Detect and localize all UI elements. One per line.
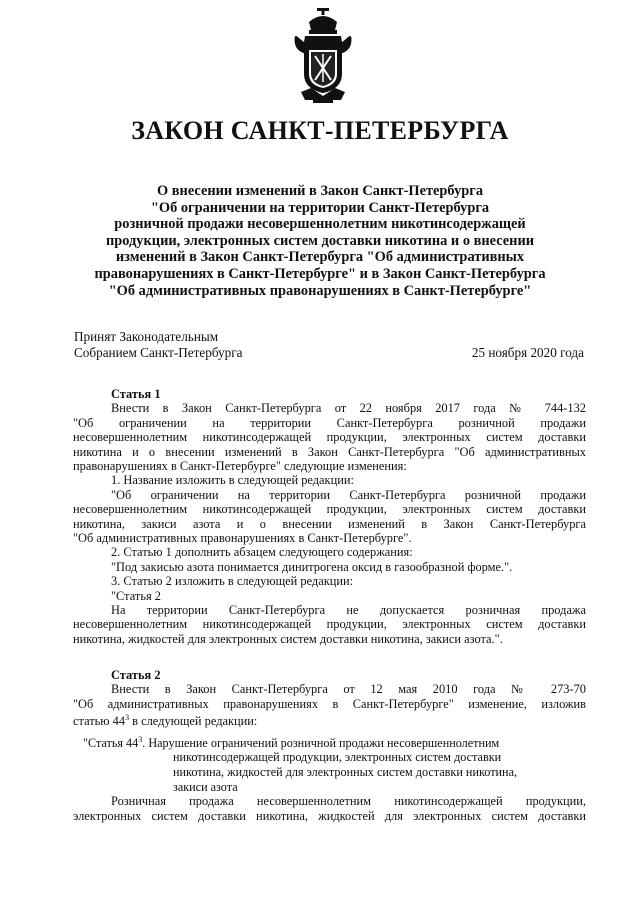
article-heading: Статья 1 xyxy=(111,387,161,401)
subtitle-line: розничной продажи несовершеннолетним никотинсодержащей xyxy=(114,216,526,233)
quote-first-line: "Статья $44^3$. Нарушение ограничений розничной продажи несовершеннолетним xyxy=(83,734,500,750)
article-heading: Статья 2 xyxy=(111,668,161,682)
text-line: На территории Санкт-Петербурга не допускается розничная продажа xyxy=(111,602,586,617)
superscript: 3 xyxy=(125,713,130,723)
document-subtitle xyxy=(80,183,560,299)
article-1 xyxy=(73,387,586,646)
adoption-date: 25 ноября 2020 года xyxy=(471,345,584,360)
text-line: никотина и о внесении изменений в Закон Санкт-Петербурга "Об административных xyxy=(73,444,586,459)
text-line: Внести в Закон Санкт-Петербурга от 22 ноября 2017 года № 744-132 xyxy=(111,401,586,416)
text-line: Розничная продажа несовершеннолетним никотинсодержащей продукции, xyxy=(111,794,586,809)
text-line: "Об ограничении на территории Санкт-Петербурга розничной продажи xyxy=(111,487,586,502)
text-line: "Под закисью азота понимается динитрогена оксид в газообразной форме.". xyxy=(111,559,513,574)
text-line: 1. Название изложить в следующей редакции: xyxy=(111,473,354,488)
text-line: никотина, жидкостей для электронных систем доставки никотина, закиси азота.". xyxy=(73,631,503,646)
adoption-line: Собранием Санкт-Петербурга xyxy=(74,345,243,360)
subtitle-line: продукции, электронных систем доставки никотина и о внесении xyxy=(105,232,535,249)
text-line: несовершеннолетним никотинсодержащей продукции, электронных систем доставки xyxy=(73,430,586,445)
subtitle-line: О внесении изменений в Закон Санкт-Петербурга xyxy=(156,183,484,199)
text-line: статью $44^3$ в следующей редакции: xyxy=(73,713,258,729)
text-line: правонарушениях в Санкт-Петербурге" следующие изменения: xyxy=(73,458,407,473)
article-2 xyxy=(73,668,586,823)
adoption-line: Принят Законодательным xyxy=(74,329,219,344)
text-line: "Об административных правонарушениях в Санкт-Петербурге" изменение, изложив xyxy=(73,696,586,711)
text-line: несовершеннолетним никотинсодержащей продукции, электронных систем доставки xyxy=(73,502,586,517)
quote-line: никотина, жидкостей для электронных систем доставки никотина, xyxy=(173,764,518,779)
subtitle-line: изменений в Закон Санкт-Петербурга "Об административных xyxy=(115,249,525,266)
document-title: ЗАКОН САНКТ-ПЕТЕРБУРГА xyxy=(131,116,509,145)
text-line: несовершеннолетним никотинсодержащей продукции, электронных систем доставки xyxy=(73,617,586,632)
text-line: электронных систем доставки никотина, жидкостей для электронных систем доставки xyxy=(73,808,586,823)
text-line: Внести в Закон Санкт-Петербурга от 12 мая 2010 года № 273-70 xyxy=(111,682,586,697)
text-line: 3. Статью 2 изложить в следующей редакции: xyxy=(111,574,354,589)
quote-line: закиси азота xyxy=(173,779,238,794)
subtitle-line: "Об административных правонарушениях в Санкт-Петербурге" xyxy=(108,282,532,299)
coat-of-arms-emblem xyxy=(291,8,355,104)
adoption-block xyxy=(74,329,243,361)
text-line: никотина, закиси азота и о внесении изменений в Закон Санкт-Петербурга xyxy=(73,516,586,531)
subtitle-line: "Об ограничении на территории Санкт-Петербурга xyxy=(150,199,490,216)
text-line: "Об административных правонарушениях в Санкт-Петербурге". xyxy=(73,530,412,545)
subtitle-line: правонарушениях в Санкт-Петербурге" и в Закон Санкт-Петербурга xyxy=(94,265,546,282)
quote-line: никотинсодержащей продукции, электронных систем доставки xyxy=(173,750,502,765)
text-line: "Об ограничении на территории Санкт-Петербурга розничной продажи xyxy=(73,415,586,430)
text-line: 2. Статью 1 дополнить абзацем следующего содержания: xyxy=(111,545,413,560)
text-line: "Статья 2 xyxy=(111,588,161,603)
